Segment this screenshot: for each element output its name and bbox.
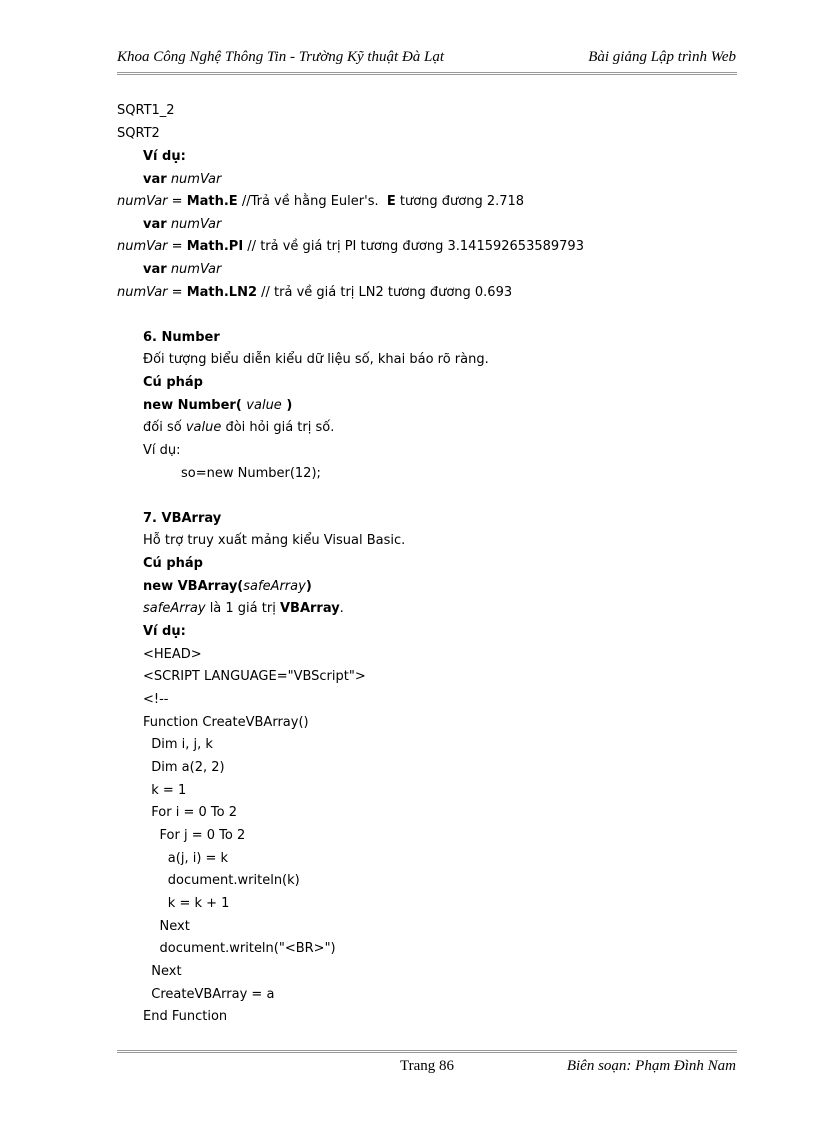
number-param-desc: đối số value đòi hỏi giá trị số. xyxy=(143,420,335,435)
vbarray-param-desc: safeArray là 1 giá trị VBArray. xyxy=(143,601,344,616)
const-sqrt1-2: SQRT1_2 xyxy=(117,103,175,118)
code-line: Dim i, j, k xyxy=(143,737,213,752)
header-course-title: Khoa Công Nghệ Thông Tin - Trường Kỹ thuật Đà Lạt xyxy=(117,49,445,65)
number-description: Đối tượng biểu diễn kiểu dữ liệu số, khai báo rõ ràng. xyxy=(143,352,489,367)
code-line: End Function xyxy=(143,1009,228,1024)
footer-author: Biên soạn: Phạm Đình Nam xyxy=(566,1058,736,1074)
code-line: <HEAD> xyxy=(143,647,202,662)
number-syntax: new Number( value ) xyxy=(143,398,293,413)
header-rule xyxy=(117,72,737,75)
code-line: Function CreateVBArray() xyxy=(143,715,309,730)
vbarray-heading: 7. VBArray xyxy=(143,511,222,526)
code-line: k = 1 xyxy=(143,783,187,798)
header-lecture-title: Bài giảng Lập trình Web xyxy=(588,49,736,65)
vbarray-description: Hỗ trợ truy xuất mảng kiểu Visual Basic. xyxy=(143,533,406,548)
code-line: a(j, i) = k xyxy=(143,851,229,866)
code-line: document.writeln("<BR>") xyxy=(143,941,336,956)
code-line: <!-- xyxy=(143,692,169,707)
math-example-label: Ví dụ: xyxy=(143,149,186,164)
code-line: Dim a(2, 2) xyxy=(143,760,225,775)
number-example-code: so=new Number(12); xyxy=(181,466,321,481)
code-line: <SCRIPT LANGUAGE="VBScript"> xyxy=(143,669,366,684)
var-declaration-1: var numVar xyxy=(143,172,222,187)
vbarray-syntax-label: Cú pháp xyxy=(143,556,203,571)
footer-page-number: Trang 86 xyxy=(400,1058,455,1074)
number-syntax-label: Cú pháp xyxy=(143,375,203,390)
vbarray-syntax: new VBArray(safeArray) xyxy=(143,579,312,594)
math-pi-statement: numVar = Math.PI // trả về giá trị PI tương đương 3.141592653589793 xyxy=(117,239,584,254)
code-line: document.writeln(k) xyxy=(143,873,300,888)
number-heading: 6. Number xyxy=(143,330,220,345)
footer-rule xyxy=(117,1050,737,1053)
code-line: Next xyxy=(143,964,182,979)
var-declaration-2: var numVar xyxy=(143,217,222,232)
code-line: For i = 0 To 2 xyxy=(143,805,237,820)
code-line: Next xyxy=(143,919,190,934)
code-line: CreateVBArray = a xyxy=(143,987,275,1002)
vbarray-example-label: Ví dụ: xyxy=(143,624,186,639)
math-e-statement: numVar = Math.E //Trả về hằng Euler's. E tương đương 2.718 xyxy=(117,194,525,209)
math-ln2-statement: numVar = Math.LN2 // trả về giá trị LN2 tương đương 0.693 xyxy=(117,285,513,300)
code-line: For j = 0 To 2 xyxy=(143,828,246,843)
number-example-label: Ví dụ: xyxy=(143,443,181,458)
const-sqrt2: SQRT2 xyxy=(117,126,160,141)
var-declaration-3: var numVar xyxy=(143,262,222,277)
code-line: k = k + 1 xyxy=(143,896,230,911)
